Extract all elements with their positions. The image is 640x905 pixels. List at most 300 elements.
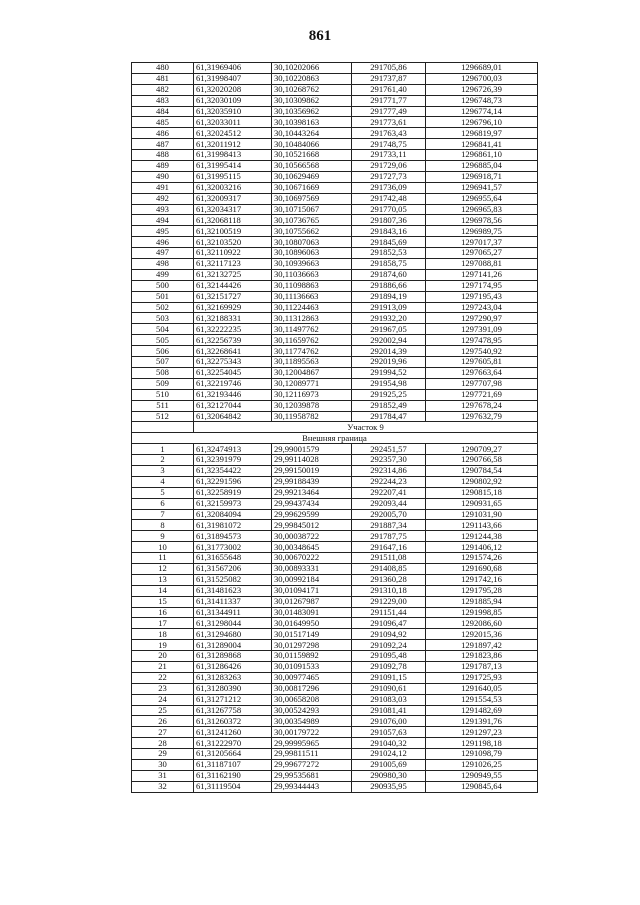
latitude-cell: 61,32159973: [194, 498, 272, 509]
latitude-cell: 61,32030109: [194, 95, 272, 106]
coord-y-cell: 1297478,95: [426, 335, 538, 346]
point-number-cell: 30: [132, 760, 194, 771]
longitude-cell: 30,10807063: [272, 237, 352, 248]
table-row: [132, 161, 538, 172]
coord-x-cell: 291094,92: [352, 629, 426, 640]
coord-x-cell: 291925,25: [352, 389, 426, 400]
longitude-cell: 30,11224463: [272, 302, 352, 313]
table-row: [132, 498, 538, 509]
coord-y-cell: 1291297,23: [426, 727, 538, 738]
longitude-cell: 30,00038722: [272, 531, 352, 542]
point-number-cell: 20: [132, 651, 194, 662]
coord-y-cell: 1290931,65: [426, 498, 538, 509]
coord-x-cell: 292451,57: [352, 444, 426, 455]
latitude-cell: 61,31267758: [194, 705, 272, 716]
longitude-cell: 29,99845012: [272, 520, 352, 531]
coord-y-cell: 1290709,27: [426, 444, 538, 455]
point-number-cell: 507: [132, 357, 194, 368]
latitude-cell: 61,31995414: [194, 161, 272, 172]
point-number-cell: 493: [132, 204, 194, 215]
latitude-cell: 61,32034317: [194, 204, 272, 215]
table-row: [132, 596, 538, 607]
coord-x-cell: 291845,69: [352, 237, 426, 248]
coord-y-cell: 1296726,39: [426, 84, 538, 95]
coord-y-cell: 1291690,68: [426, 563, 538, 574]
longitude-cell: 30,11036663: [272, 269, 352, 280]
latitude-cell: 61,32291596: [194, 476, 272, 487]
table-row: [132, 705, 538, 716]
longitude-cell: 30,10939663: [272, 259, 352, 270]
table-row: [132, 749, 538, 760]
table-row: [132, 313, 538, 324]
table-body-upper: [132, 63, 538, 422]
longitude-cell: 29,99150019: [272, 465, 352, 476]
latitude-cell: 61,31286426: [194, 661, 272, 672]
longitude-cell: 30,00524293: [272, 705, 352, 716]
table-row: [132, 182, 538, 193]
longitude-cell: 30,01267987: [272, 596, 352, 607]
latitude-cell: 61,31998407: [194, 73, 272, 84]
point-number-cell: 509: [132, 378, 194, 389]
latitude-cell: 61,31289868: [194, 651, 272, 662]
longitude-cell: 30,10398163: [272, 117, 352, 128]
longitude-cell: 30,11098863: [272, 280, 352, 291]
table-row: [132, 444, 538, 455]
longitude-cell: 30,01159892: [272, 651, 352, 662]
longitude-cell: 30,00992184: [272, 574, 352, 585]
coord-y-cell: 1291742,16: [426, 574, 538, 585]
latitude-cell: 61,32117123: [194, 259, 272, 270]
table-row: [132, 760, 538, 771]
table-row: [132, 357, 538, 368]
coord-x-cell: 291773,61: [352, 117, 426, 128]
coord-x-cell: 291057,63: [352, 727, 426, 738]
point-number-cell: 500: [132, 280, 194, 291]
latitude-cell: 61,31241260: [194, 727, 272, 738]
coord-y-cell: 1297195,43: [426, 291, 538, 302]
coord-x-cell: 291787,75: [352, 531, 426, 542]
coord-y-cell: 1297088,81: [426, 259, 538, 270]
coord-x-cell: 291748,75: [352, 139, 426, 150]
latitude-cell: 61,31995115: [194, 171, 272, 182]
table-row: [132, 324, 538, 335]
table-row: [132, 487, 538, 498]
longitude-cell: 30,01517149: [272, 629, 352, 640]
point-number-cell: 480: [132, 63, 194, 74]
longitude-cell: 30,10521668: [272, 150, 352, 161]
longitude-cell: 30,11136663: [272, 291, 352, 302]
point-number-cell: 488: [132, 150, 194, 161]
longitude-cell: 30,11774762: [272, 346, 352, 357]
coord-x-cell: 291887,34: [352, 520, 426, 531]
table-row: [132, 553, 538, 564]
coord-x-cell: 291737,87: [352, 73, 426, 84]
coord-y-cell: 1296885,04: [426, 161, 538, 172]
coord-y-cell: 1297605,81: [426, 357, 538, 368]
latitude-cell: 61,32132725: [194, 269, 272, 280]
coord-x-cell: 292244,23: [352, 476, 426, 487]
latitude-cell: 61,32275343: [194, 357, 272, 368]
coord-y-cell: 1291406,12: [426, 542, 538, 553]
coord-y-cell: 1291998,85: [426, 607, 538, 618]
coord-y-cell: 1296689,01: [426, 63, 538, 74]
latitude-cell: 61,32009317: [194, 193, 272, 204]
coord-x-cell: 291954,98: [352, 378, 426, 389]
point-number-cell: 481: [132, 73, 194, 84]
coord-y-cell: 1296955,64: [426, 193, 538, 204]
coord-y-cell: 1297663,64: [426, 367, 538, 378]
table-row: [132, 520, 538, 531]
coord-y-cell: 1290845,64: [426, 781, 538, 792]
coord-x-cell: 291858,75: [352, 259, 426, 270]
longitude-cell: 30,00817296: [272, 683, 352, 694]
coord-y-cell: 1291031,90: [426, 509, 538, 520]
table-row: [132, 531, 538, 542]
longitude-cell: 29,99114028: [272, 455, 352, 466]
point-number-cell: 32: [132, 781, 194, 792]
latitude-cell: 61,31481623: [194, 585, 272, 596]
latitude-cell: 61,31162190: [194, 770, 272, 781]
latitude-cell: 61,31567206: [194, 563, 272, 574]
coord-y-cell: 1291098,79: [426, 749, 538, 760]
latitude-cell: 61,31283263: [194, 672, 272, 683]
coord-x-cell: 291511,08: [352, 553, 426, 564]
latitude-cell: 61,31205664: [194, 749, 272, 760]
longitude-cell: 30,00354989: [272, 716, 352, 727]
longitude-cell: 30,11895563: [272, 357, 352, 368]
longitude-cell: 30,10566568: [272, 161, 352, 172]
coord-x-cell: 292093,44: [352, 498, 426, 509]
table-row: [132, 63, 538, 74]
longitude-cell: 30,11497762: [272, 324, 352, 335]
point-number-cell: 11: [132, 553, 194, 564]
longitude-cell: 29,99213464: [272, 487, 352, 498]
latitude-cell: 61,32256739: [194, 335, 272, 346]
point-number-cell: 492: [132, 193, 194, 204]
coord-x-cell: 291024,12: [352, 749, 426, 760]
latitude-cell: 61,31280390: [194, 683, 272, 694]
latitude-cell: 61,32068118: [194, 215, 272, 226]
coord-y-cell: 1290949,55: [426, 770, 538, 781]
table-row: [132, 269, 538, 280]
coord-x-cell: 291647,16: [352, 542, 426, 553]
longitude-cell: 30,12039878: [272, 400, 352, 411]
coord-y-cell: 1297678,24: [426, 400, 538, 411]
longitude-cell: 30,10268762: [272, 84, 352, 95]
coord-y-cell: 1297707,98: [426, 378, 538, 389]
point-number-cell: 512: [132, 411, 194, 422]
longitude-cell: 30,10309862: [272, 95, 352, 106]
latitude-cell: 61,31294680: [194, 629, 272, 640]
point-number-cell: 21: [132, 661, 194, 672]
coord-y-cell: 1297290,97: [426, 313, 538, 324]
coord-x-cell: 291095,48: [352, 651, 426, 662]
coord-x-cell: 291770,05: [352, 204, 426, 215]
coord-y-cell: 1291554,53: [426, 694, 538, 705]
point-number-cell: 503: [132, 313, 194, 324]
coord-y-cell: 1296774,14: [426, 106, 538, 117]
coord-x-cell: 292005,70: [352, 509, 426, 520]
latitude-cell: 61,31969406: [194, 63, 272, 74]
coord-x-cell: 290980,30: [352, 770, 426, 781]
point-number-cell: 17: [132, 618, 194, 629]
latitude-cell: 61,32151727: [194, 291, 272, 302]
coord-y-cell: 1296861,10: [426, 150, 538, 161]
latitude-cell: 61,32003216: [194, 182, 272, 193]
point-number-cell: 491: [132, 182, 194, 193]
coord-y-cell: 1291787,13: [426, 661, 538, 672]
point-number-cell: 15: [132, 596, 194, 607]
subsection-heading: Внешняя граница: [132, 433, 538, 444]
point-number-cell: 25: [132, 705, 194, 716]
table-row: [132, 150, 538, 161]
coordinates-table: [131, 62, 538, 793]
coord-x-cell: 291874,60: [352, 269, 426, 280]
longitude-cell: 30,00348645: [272, 542, 352, 553]
coord-x-cell: 291360,28: [352, 574, 426, 585]
coord-y-cell: 1291897,42: [426, 640, 538, 651]
coord-x-cell: 291771,77: [352, 95, 426, 106]
table-row: [132, 95, 538, 106]
latitude-cell: 61,32033011: [194, 117, 272, 128]
table-row: [132, 476, 538, 487]
coord-y-cell: 1296700,03: [426, 73, 538, 84]
coord-x-cell: 291092,78: [352, 661, 426, 672]
longitude-cell: 30,10896063: [272, 248, 352, 259]
latitude-cell: 61,31187107: [194, 760, 272, 771]
latitude-cell: 61,31998413: [194, 150, 272, 161]
coord-y-cell: 1292015,36: [426, 629, 538, 640]
longitude-cell: 30,12089771: [272, 378, 352, 389]
latitude-cell: 61,31289004: [194, 640, 272, 651]
coord-x-cell: 291913,09: [352, 302, 426, 313]
longitude-cell: 30,11659762: [272, 335, 352, 346]
table-row: [132, 618, 538, 629]
point-number-cell: 499: [132, 269, 194, 280]
longitude-cell: 30,11958782: [272, 411, 352, 422]
longitude-cell: 30,01649950: [272, 618, 352, 629]
point-number-cell: 12: [132, 563, 194, 574]
table-row: [132, 651, 538, 662]
longitude-cell: 29,99677272: [272, 760, 352, 771]
table-row: [132, 280, 538, 291]
coord-x-cell: 291229,00: [352, 596, 426, 607]
latitude-cell: 61,31411337: [194, 596, 272, 607]
coord-y-cell: 1296796,10: [426, 117, 538, 128]
longitude-cell: 30,00977465: [272, 672, 352, 683]
longitude-cell: 30,01094171: [272, 585, 352, 596]
coord-x-cell: 291705,86: [352, 63, 426, 74]
table-row: [132, 683, 538, 694]
point-number-cell: 22: [132, 672, 194, 683]
longitude-cell: 30,10736765: [272, 215, 352, 226]
point-number-cell: 27: [132, 727, 194, 738]
coord-y-cell: 1290784,54: [426, 465, 538, 476]
table-row: [132, 411, 538, 422]
table-row: [132, 84, 538, 95]
table-row: [132, 640, 538, 651]
point-number-cell: 482: [132, 84, 194, 95]
latitude-cell: 61,32222235: [194, 324, 272, 335]
section-heading-blank: [132, 422, 194, 433]
longitude-cell: 30,01091533: [272, 661, 352, 672]
coord-y-cell: 1297391,09: [426, 324, 538, 335]
point-number-cell: 7: [132, 509, 194, 520]
longitude-cell: 29,99001579: [272, 444, 352, 455]
latitude-cell: 61,32391979: [194, 455, 272, 466]
table-row: [132, 193, 538, 204]
latitude-cell: 61,31271212: [194, 694, 272, 705]
point-number-cell: 502: [132, 302, 194, 313]
table-row: [132, 781, 538, 792]
latitude-cell: 61,31894573: [194, 531, 272, 542]
longitude-cell: 30,11312863: [272, 313, 352, 324]
longitude-cell: 29,99629599: [272, 509, 352, 520]
point-number-cell: 18: [132, 629, 194, 640]
section-heading-group: [132, 422, 538, 444]
latitude-cell: 61,32127044: [194, 400, 272, 411]
table-row: [132, 716, 538, 727]
coord-x-cell: 292357,30: [352, 455, 426, 466]
coord-x-cell: 291091,15: [352, 672, 426, 683]
table-row: [132, 215, 538, 226]
point-number-cell: 13: [132, 574, 194, 585]
point-number-cell: 511: [132, 400, 194, 411]
latitude-cell: 61,32169929: [194, 302, 272, 313]
longitude-cell: 30,12004867: [272, 367, 352, 378]
point-number-cell: 501: [132, 291, 194, 302]
latitude-cell: 61,32193446: [194, 389, 272, 400]
latitude-cell: 61,31981072: [194, 520, 272, 531]
coord-y-cell: 1296748,73: [426, 95, 538, 106]
coord-x-cell: 292314,86: [352, 465, 426, 476]
latitude-cell: 61,32100519: [194, 226, 272, 237]
table-row: [132, 563, 538, 574]
longitude-cell: 29,99535681: [272, 770, 352, 781]
table-row: [132, 727, 538, 738]
point-number-cell: 497: [132, 248, 194, 259]
coord-x-cell: 291729,06: [352, 161, 426, 172]
table-row: [132, 128, 538, 139]
point-number-cell: 19: [132, 640, 194, 651]
longitude-cell: 30,01297298: [272, 640, 352, 651]
coord-y-cell: 1291640,05: [426, 683, 538, 694]
table-row: [132, 661, 538, 672]
table-row: [132, 291, 538, 302]
table-row: [132, 259, 538, 270]
point-number-cell: 5: [132, 487, 194, 498]
table-row: [132, 302, 538, 313]
table-row: [132, 400, 538, 411]
coord-y-cell: 1291244,38: [426, 531, 538, 542]
coord-y-cell: 1297174,95: [426, 280, 538, 291]
table-row: [132, 106, 538, 117]
table-row: [132, 465, 538, 476]
point-number-cell: 10: [132, 542, 194, 553]
coord-x-cell: 291843,16: [352, 226, 426, 237]
point-number-cell: 494: [132, 215, 194, 226]
table-row: [132, 694, 538, 705]
longitude-cell: 30,10715067: [272, 204, 352, 215]
table-row: [132, 455, 538, 466]
point-number-cell: 496: [132, 237, 194, 248]
coord-x-cell: 292014,39: [352, 346, 426, 357]
table-row: [132, 585, 538, 596]
point-number-cell: 4: [132, 476, 194, 487]
longitude-cell: 30,00893331: [272, 563, 352, 574]
point-number-cell: 1: [132, 444, 194, 455]
point-number-cell: 14: [132, 585, 194, 596]
table-row: [132, 607, 538, 618]
latitude-cell: 61,32474913: [194, 444, 272, 455]
coord-x-cell: 291807,36: [352, 215, 426, 226]
longitude-cell: 30,10671669: [272, 182, 352, 193]
table-row: [132, 770, 538, 781]
point-number-cell: 9: [132, 531, 194, 542]
coord-y-cell: 1291482,69: [426, 705, 538, 716]
coord-x-cell: 291742,48: [352, 193, 426, 204]
latitude-cell: 61,32084094: [194, 509, 272, 520]
point-number-cell: 23: [132, 683, 194, 694]
table-row: [132, 389, 538, 400]
point-number-cell: 2: [132, 455, 194, 466]
point-number-cell: 505: [132, 335, 194, 346]
table-row: [132, 542, 538, 553]
table-row: [132, 171, 538, 182]
coord-x-cell: 291967,05: [352, 324, 426, 335]
coord-x-cell: 292019,96: [352, 357, 426, 368]
coord-x-cell: 291310,18: [352, 585, 426, 596]
latitude-cell: 61,32219746: [194, 378, 272, 389]
latitude-cell: 61,31222970: [194, 738, 272, 749]
table-row: [132, 509, 538, 520]
point-number-cell: 508: [132, 367, 194, 378]
point-number-cell: 490: [132, 171, 194, 182]
point-number-cell: 483: [132, 95, 194, 106]
coord-y-cell: 1296965,83: [426, 204, 538, 215]
table-row: [132, 237, 538, 248]
coord-y-cell: 1297065,27: [426, 248, 538, 259]
latitude-cell: 61,32064842: [194, 411, 272, 422]
coord-x-cell: 291761,40: [352, 84, 426, 95]
coord-x-cell: 291852,53: [352, 248, 426, 259]
longitude-cell: 30,10443264: [272, 128, 352, 139]
longitude-cell: 30,10755662: [272, 226, 352, 237]
longitude-cell: 30,10629469: [272, 171, 352, 182]
table-row: [132, 738, 538, 749]
coord-x-cell: 291096,47: [352, 618, 426, 629]
coord-x-cell: 291151,44: [352, 607, 426, 618]
point-number-cell: 487: [132, 139, 194, 150]
coord-y-cell: 1296819,97: [426, 128, 538, 139]
coord-x-cell: 291736,09: [352, 182, 426, 193]
latitude-cell: 61,32144426: [194, 280, 272, 291]
section-heading: Участок 9: [194, 422, 538, 433]
latitude-cell: 61,32110922: [194, 248, 272, 259]
longitude-cell: 29,99344443: [272, 781, 352, 792]
longitude-cell: 30,10697569: [272, 193, 352, 204]
table-row: [132, 335, 538, 346]
coord-x-cell: 291040,32: [352, 738, 426, 749]
latitude-cell: 61,31119504: [194, 781, 272, 792]
coord-y-cell: 1296918,71: [426, 171, 538, 182]
point-number-cell: 6: [132, 498, 194, 509]
coord-x-cell: 291932,20: [352, 313, 426, 324]
point-number-cell: 495: [132, 226, 194, 237]
coord-x-cell: 291083,03: [352, 694, 426, 705]
longitude-cell: 30,00670222: [272, 553, 352, 564]
latitude-cell: 61,31773002: [194, 542, 272, 553]
